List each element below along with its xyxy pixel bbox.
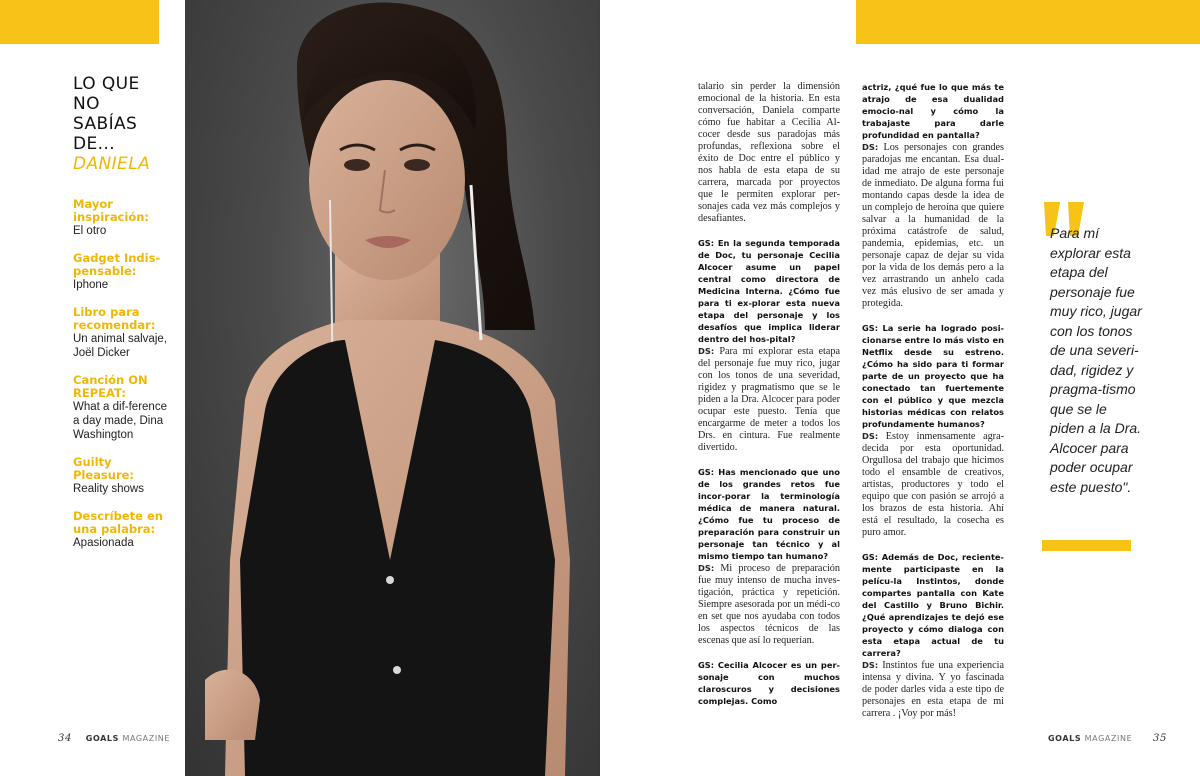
interview-answer (698, 345, 840, 454)
page-folio-right (1048, 733, 1167, 744)
answer-text: Instintos fue una experiencia intensa y divina. Y yo fascinada de poder darles vida a este tipo de personajes en esta etapa de mi carrera . ¡Voy por más! (862, 660, 1004, 719)
sidebar-title (73, 74, 173, 174)
folio-magazine: MAGAZINE (1084, 734, 1133, 743)
answer-label: DS: (698, 346, 715, 356)
fact-question: Gadget Indis-pensable: (73, 251, 161, 278)
answer-text: Para mí explorar esta etapa del personaje fue muy rico, jugar con los tonos de una severidad, rigidez y pragmatismo que se le piden a la Dra. Alcocer para poder ocupar este puesto. Tenía que encargarme de meter a todos los Drs. en cintura. Fue realmente divertido. (698, 346, 840, 453)
fact-item (73, 374, 173, 442)
page-number: 35 (1153, 733, 1167, 744)
title-line: SABÍAS (73, 114, 138, 134)
portrait-photo (185, 0, 600, 776)
fact-question: Descríbete en una palabra: (73, 509, 163, 536)
fact-question: Canción ON REPEAT: (73, 373, 148, 400)
fact-question: Guilty Pleasure: (73, 455, 135, 482)
intro-paragraph: talario sin perder la dimensión emocional de la historia. En esta conversación, Daniela comparte cómo fue habitar a Cecilia Al-cocer desde sus paradojas más profundas, reflexiona sobre el éxito de Doc entre el público y nos habla de esta etapa de su carrera, marcada por proyectos que le permiten explorar per-sonajes cada vez más complejos y desafiantes. (698, 81, 840, 224)
interview-question: GS: En la segunda temporada de Doc, tu personaje Cecilia Alcocer asume un papel central como directora de Medicina Interna. ¿Cómo fue para ti ex-plorar esta nueva etapa del personaje y los desafíos que implica liderar dentro del hos-pital? (698, 238, 840, 344)
fact-answer: Un animal salvaje, Joël Dicker (73, 333, 167, 359)
fact-item (73, 198, 173, 238)
facts-sidebar (73, 74, 173, 550)
answer-label: DS: (698, 563, 715, 573)
fact-answer: What a dif-ference a day made, Dina Washington (73, 401, 167, 441)
article-column-1 (698, 81, 840, 707)
fact-answer: Iphone (73, 279, 109, 291)
title-line: NO (73, 94, 100, 114)
interview-question: GS: Has mencionado que uno de los grandes retos fue incor-porar la terminología médica de manera natural. ¿Cómo fue tu proceso de preparación para construir un personaje tan técnico y al mismo tiempo tan humano? (698, 467, 840, 561)
page-folio-left (58, 733, 170, 744)
fact-item (73, 456, 173, 496)
folio-magazine: MAGAZINE (122, 734, 171, 743)
accent-bar-top-left (0, 0, 159, 44)
pull-quote-text: Para mí explorar esta etapa del personaje fue muy rico, jugar con los tonos de una severi-dad, rigidez y pragma-tismo que se le piden a la Dra. Alcocer para poder ocupar este puesto". (1050, 225, 1142, 495)
interview-question: GS: Además de Doc, reciente-mente participaste en la pelícu-la Instintos, donde compartes pantalla con Kate del Castillo y Bruno Bichir. ¿Qué aprendizajes te dejó ese proyecto y cómo dialoga con esta etapa actual de tu carrera? (862, 552, 1004, 658)
answer-label: DS: (862, 142, 879, 152)
title-line: DE... (73, 134, 116, 154)
interview-answer (862, 430, 1004, 539)
interview-question: GS: Cecilia Alcocer es un per-sonaje con muchos claroscuros y decisiones complejas. Como (698, 660, 840, 706)
folio-brand: GOALS (1048, 734, 1082, 743)
fact-answer: Apasionada (73, 537, 134, 549)
fact-item (73, 306, 173, 360)
answer-text: Mi proceso de preparación fue muy intenso de mucha inves-tigación, práctica y repetición. Siempre asesorada por un médi-co en set que nos ayudaba con todos los aspectos técnicos de las escenas que así lo requerían. (698, 563, 840, 646)
subject-name: DANIELA (73, 154, 151, 174)
title-line: LO QUE (73, 74, 140, 94)
answer-text: Los personajes con grandes paradojas me encantan. Esa dual-idad me atrajo de este personaje de inmediato. De alguna forma fui montando capas desde la idea de un complejo de heroína que quiere salvar a la humanidad de la próxima catástrofe de salud, pandemia, epidemias, etc. un personaje capaz de dejar su vida por la vida de los demás pero a la vez arrastrando un anhelo cada vez más elusivo de ser amada y protegida. (862, 142, 1004, 309)
fact-answer: Reality shows (73, 483, 144, 495)
fact-answer: El otro (73, 225, 107, 237)
interview-answer (862, 659, 1004, 720)
answer-label: DS: (862, 660, 879, 670)
fact-question: Libro para recomendar: (73, 305, 156, 332)
pull-quote-bar (1042, 540, 1131, 551)
fact-question: Mayor inspiración: (73, 197, 150, 224)
portrait-illustration (185, 0, 600, 776)
interview-answer (698, 562, 840, 647)
answer-text: Estoy inmensamente agra-decida por esta oportunidad. Orgullosa del trabajo que hicimos todo el ensamble de creativos, artistas, productores y todo el equipo que con pasión se arrojó a los brazos de esta historia. Ahí está el resultado, la cosecha es puro amor. (862, 431, 1004, 538)
interview-question: actriz, ¿qué fue lo que más te atrajo de esa dualidad emocio-nal y cómo la trabajaste para darle profundidad en pantalla? (862, 82, 1004, 140)
article-column-2 (862, 81, 1004, 732)
accent-bar-top-right (856, 0, 1200, 44)
page-number: 34 (58, 733, 72, 744)
answer-label: DS: (862, 431, 879, 441)
folio-brand: GOALS (85, 734, 119, 743)
fact-item (73, 252, 173, 292)
fact-item (73, 510, 173, 550)
interview-question: GS: La serie ha logrado posi-cionarse entre lo más visto en Netflix desde su estreno. ¿Cómo ha sido para ti formar parte de un proyecto que ha conectado tan fuertemente con el público y que mezcla historias médicas con relatos profundamente humanos? (862, 323, 1004, 429)
interview-answer (862, 141, 1004, 310)
